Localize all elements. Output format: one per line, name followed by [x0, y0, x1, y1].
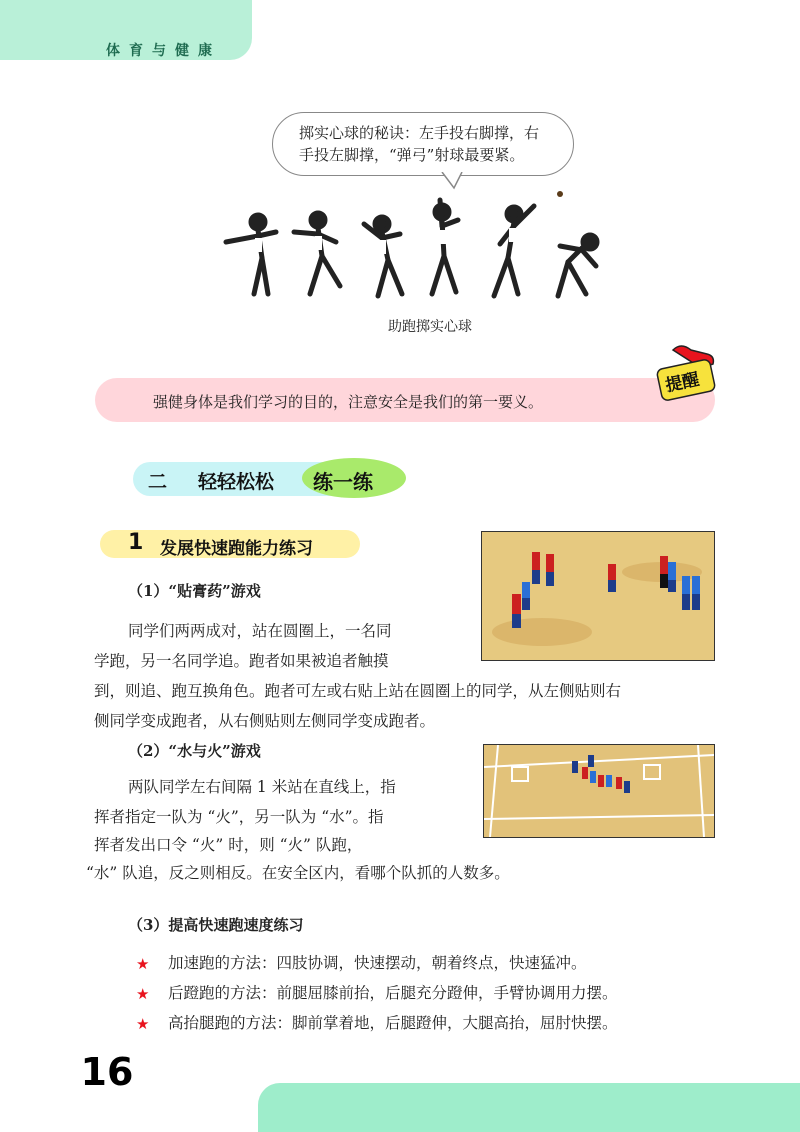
- game1-line-3: 到，则追、跑互换角色。跑者可左或右贴上站在圆圈上的同学，从左侧贴则右: [94, 682, 622, 700]
- reminder-badge-label: 提醒: [663, 369, 702, 397]
- subsection-title: 发展快速跑能力练习: [160, 539, 313, 559]
- speed-title: （3）提高快速跑速度练习: [128, 916, 304, 934]
- game1-title: （1）“贴膏药”游戏: [128, 582, 261, 600]
- bullet-star-icon: ★: [136, 955, 150, 973]
- reminder-text: 强健身体是我们学习的目的，注意安全是我们的第一要义。: [153, 393, 544, 411]
- shot-put-sequence-illustration: [218, 190, 618, 308]
- header-tab: [0, 0, 252, 60]
- game1-line-4: 侧同学变成跑者，从右侧贴则左侧同学变成跑者。: [94, 712, 436, 730]
- page-number: 16: [80, 1050, 134, 1094]
- figure-caption: 助跑掷实心球: [388, 319, 472, 335]
- speed-item-1: 加速跑的方法：四肢协调，快速摆动，朝着终点，快速猛冲。: [168, 954, 587, 972]
- reminder-band: [95, 378, 715, 422]
- subsection-number: 1: [128, 530, 144, 555]
- water-fire-game-photo: [483, 744, 715, 838]
- speed-item-2: 后蹬跑的方法：前腿屈膝前抬，后腿充分蹬伸，手臂协调用力摆。: [168, 984, 618, 1002]
- bubble-tail: [440, 172, 470, 190]
- section-title: 轻轻松松: [198, 471, 275, 493]
- tip-line-2: 手投左脚撑，“弹弓”射球最要紧。: [299, 146, 525, 164]
- tag-game-photo: [481, 531, 715, 661]
- game2-line-1: 两队同学左右间隔 1 米站在直线上，指: [128, 778, 396, 796]
- speed-item-3: 高抬腿跑的方法：脚前掌着地，后腿蹬伸，大腿高抬，屈肘快摆。: [168, 1014, 618, 1032]
- game1-line-1: 同学们两两成对，站在圆圈上，一名同: [128, 622, 392, 640]
- bullet-star-icon: ★: [136, 1015, 150, 1033]
- game2-line-2: 挥者指定一队为 “火”，另一队为 “水”。指: [94, 808, 384, 826]
- footer-band: [258, 1083, 800, 1132]
- game2-line-3: 挥者发出口令 “火” 时，则 “火” 队跑，: [94, 836, 363, 854]
- subject-title: 体育与健康: [106, 43, 221, 59]
- game2-title: （2）“水与火”游戏: [128, 742, 261, 760]
- section-subtitle: 练一练: [313, 470, 373, 494]
- bullet-star-icon: ★: [136, 985, 150, 1003]
- reminder-badge: [655, 342, 721, 404]
- tip-line-1: 掷实心球的秘诀：左手投右脚撑，右: [299, 124, 540, 142]
- tip-bubble: [272, 112, 574, 176]
- game1-line-2: 学跑，另一名同学追。跑者如果被追者触摸: [94, 652, 389, 670]
- game2-line-4: “水” 队追，反之则相反。在安全区内，看哪个队抓的人数多。: [86, 864, 510, 882]
- section-number: 二: [148, 471, 168, 493]
